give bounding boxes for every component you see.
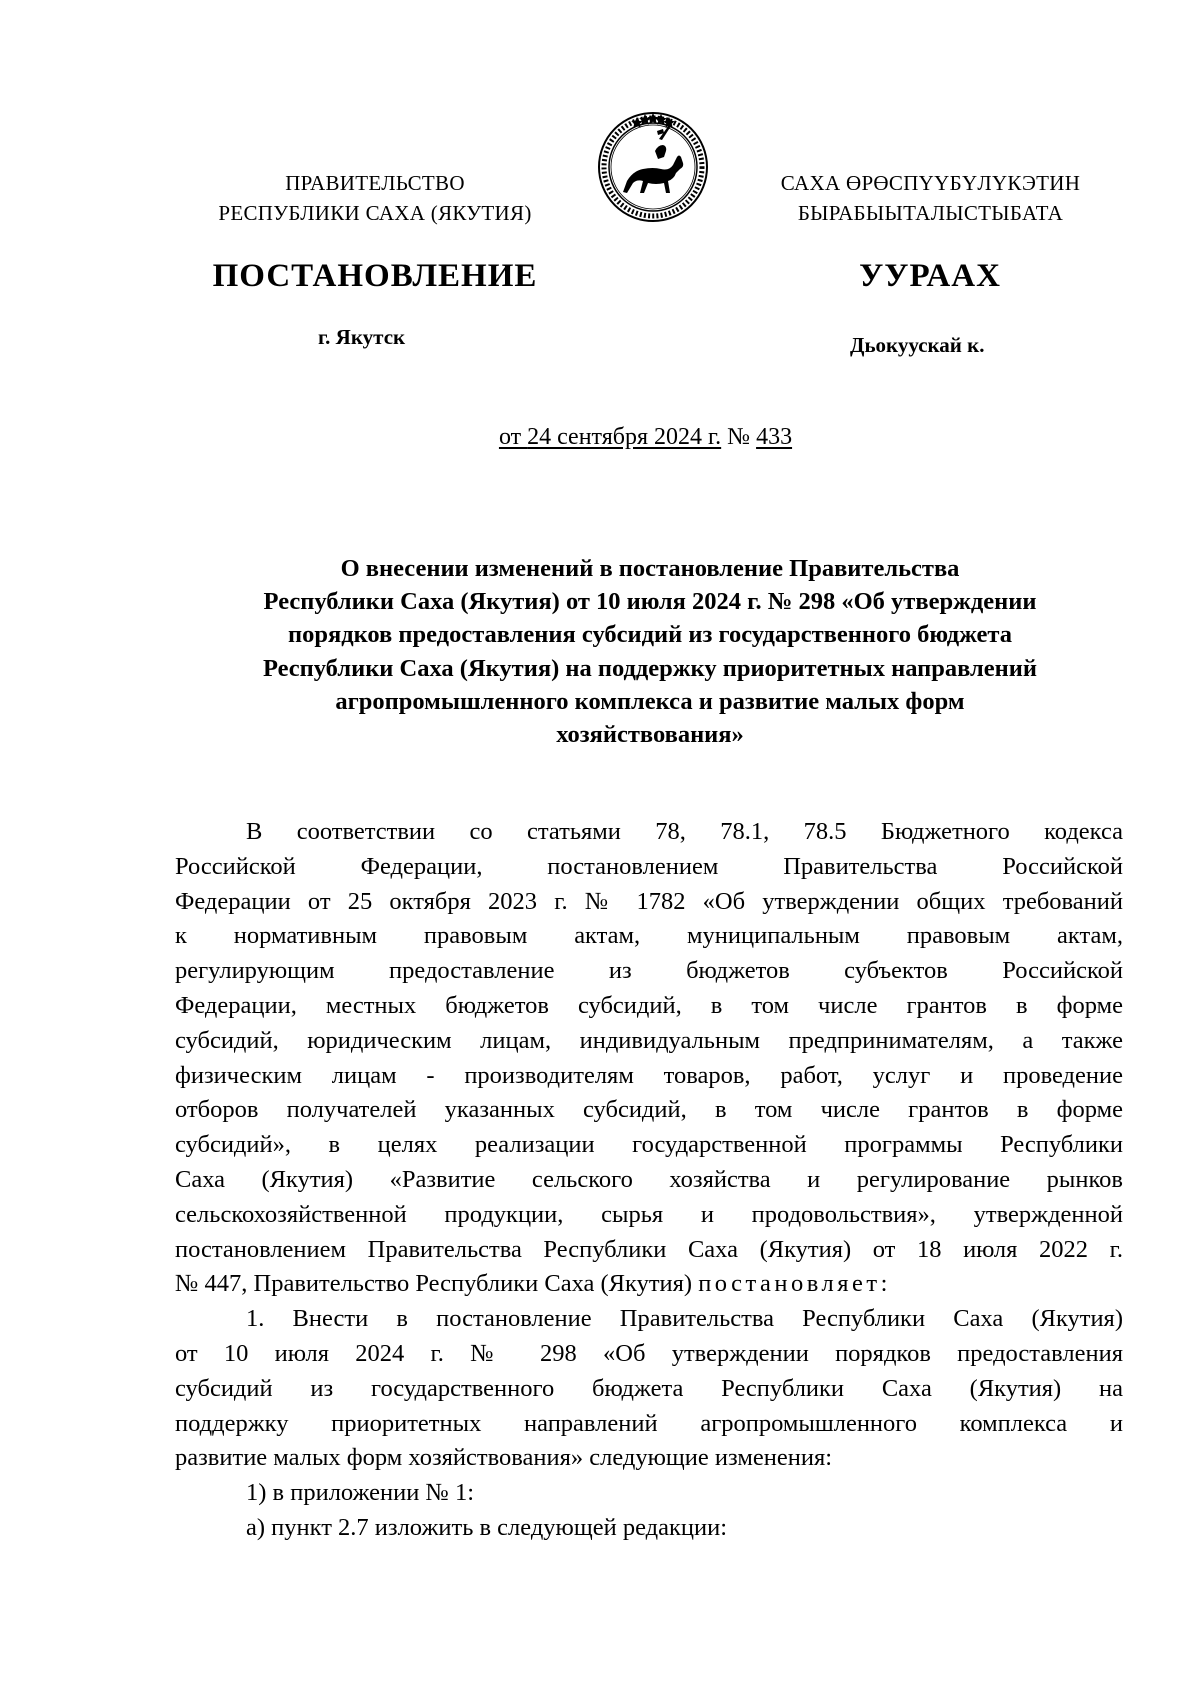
header-right-line-2: БЫРАБЫЫТАЛЫСТЫБАТА <box>797 201 1064 225</box>
body-line: поддержку приоритетных направлений агропромышленного комплекса и <box>175 1409 1123 1437</box>
body-line: регулирующим предоставление из бюджетов субъектов Российской <box>175 957 1123 985</box>
body-line: к нормативным правовым актам, муниципальным правовым актам, <box>175 922 1123 950</box>
header-left-line-2: РЕСПУБЛИКИ САХА (ЯКУТИЯ) <box>218 201 532 225</box>
body-line: от 10 июля 2024 г. № 298 «Об утверждении порядков предоставления <box>175 1339 1123 1367</box>
body-line: отборов получателей указанных субсидий, в том числе грантов в форме <box>175 1096 1123 1124</box>
title-line-3: порядков предоставления субсидий из государственного бюджета <box>287 621 1013 649</box>
document-number: 433 <box>756 424 793 450</box>
body-line: В соответствии со статьями 78, 78.1, 78.5 Бюджетного кодекса <box>246 818 1123 845</box>
body-line: субсидий», в целях реализации государственной программы Республики <box>175 1131 1123 1159</box>
header-right <box>738 168 1123 228</box>
body-line: физическим лицам - производителям товаров, работ, услуг и проведение <box>175 1061 1123 1089</box>
body-line: постановлением Правительства Республики Саха (Якутия) от 18 июля 2022 г. <box>175 1235 1123 1263</box>
body-line: Российской Федерации, постановлением Правительства Российской <box>175 852 1123 880</box>
document-date-number <box>0 424 1200 451</box>
republic-sakha-emblem-icon <box>597 111 709 223</box>
document-body <box>175 815 1123 1546</box>
body-line: сельскохозяйственной продукции, сырья и продовольствия», утвержденной <box>175 1200 1123 1228</box>
body-line: субсидий, юридическим лицам, индивидуальным предпринимателям, а также <box>175 1026 1123 1054</box>
body-line: Федерации от 25 октября 2023 г. № 1782 «Об утверждении общих требований <box>175 887 1123 915</box>
title-line-4: Республики Саха (Якутия) на поддержку приоритетных направлений <box>262 654 1038 682</box>
body-line: субсидий из государственного бюджета Республики Саха (Якутия) на <box>175 1374 1123 1402</box>
doc-type-left: ПОСТАНОВЛЕНИЕ <box>212 258 538 294</box>
resolves-word: постановляет: <box>698 1270 891 1298</box>
document-title <box>175 552 1125 751</box>
title-line-6: хозяйствования» <box>556 721 744 749</box>
body-line: 1. Внести в постановление Правительства Республики Саха (Якутия) <box>246 1305 1123 1333</box>
city-left: г. Якутск <box>318 325 406 349</box>
title-line-5: агропромышленного комплекса и развитие малых форм <box>335 687 965 715</box>
header-left-line-1: ПРАВИТЕЛЬСТВО <box>285 171 465 195</box>
title-line-2: Республики Саха (Якутия) от 10 июля 2024 г. № 298 «Об утверждении <box>263 588 1037 616</box>
header-right-line-1: САХА ӨРӨСПҮҮБҮЛҮКЭТИН <box>780 171 1081 195</box>
body-line: Саха (Якутия) «Развитие сельского хозяйства и регулирование рынков <box>175 1165 1123 1193</box>
body-line: Федерации, местных бюджетов субсидий, в том числе грантов в форме <box>175 991 1123 1019</box>
city-right: Дьокуускай к. <box>850 333 985 357</box>
body-line: развитие малых форм хозяйствования» следующие изменения: <box>175 1444 833 1472</box>
date-prefix: от <box>498 424 528 450</box>
header-left <box>175 168 575 228</box>
list-item-1: 1) в приложении № 1: <box>246 1479 475 1507</box>
title-line-1: О внесении изменений в постановление Правительства <box>340 555 960 582</box>
body-last-prefix: № 447, Правительство Республики Саха (Якутия) <box>175 1270 699 1298</box>
list-item-a: а) пункт 2.7 изложить в следующей редакции: <box>246 1513 728 1541</box>
doc-type-right: УУРААХ <box>859 258 1001 294</box>
body-line-last <box>175 1267 1123 1302</box>
number-label: № <box>721 424 757 450</box>
document-date: 24 сентября 2024 г. <box>527 424 722 450</box>
